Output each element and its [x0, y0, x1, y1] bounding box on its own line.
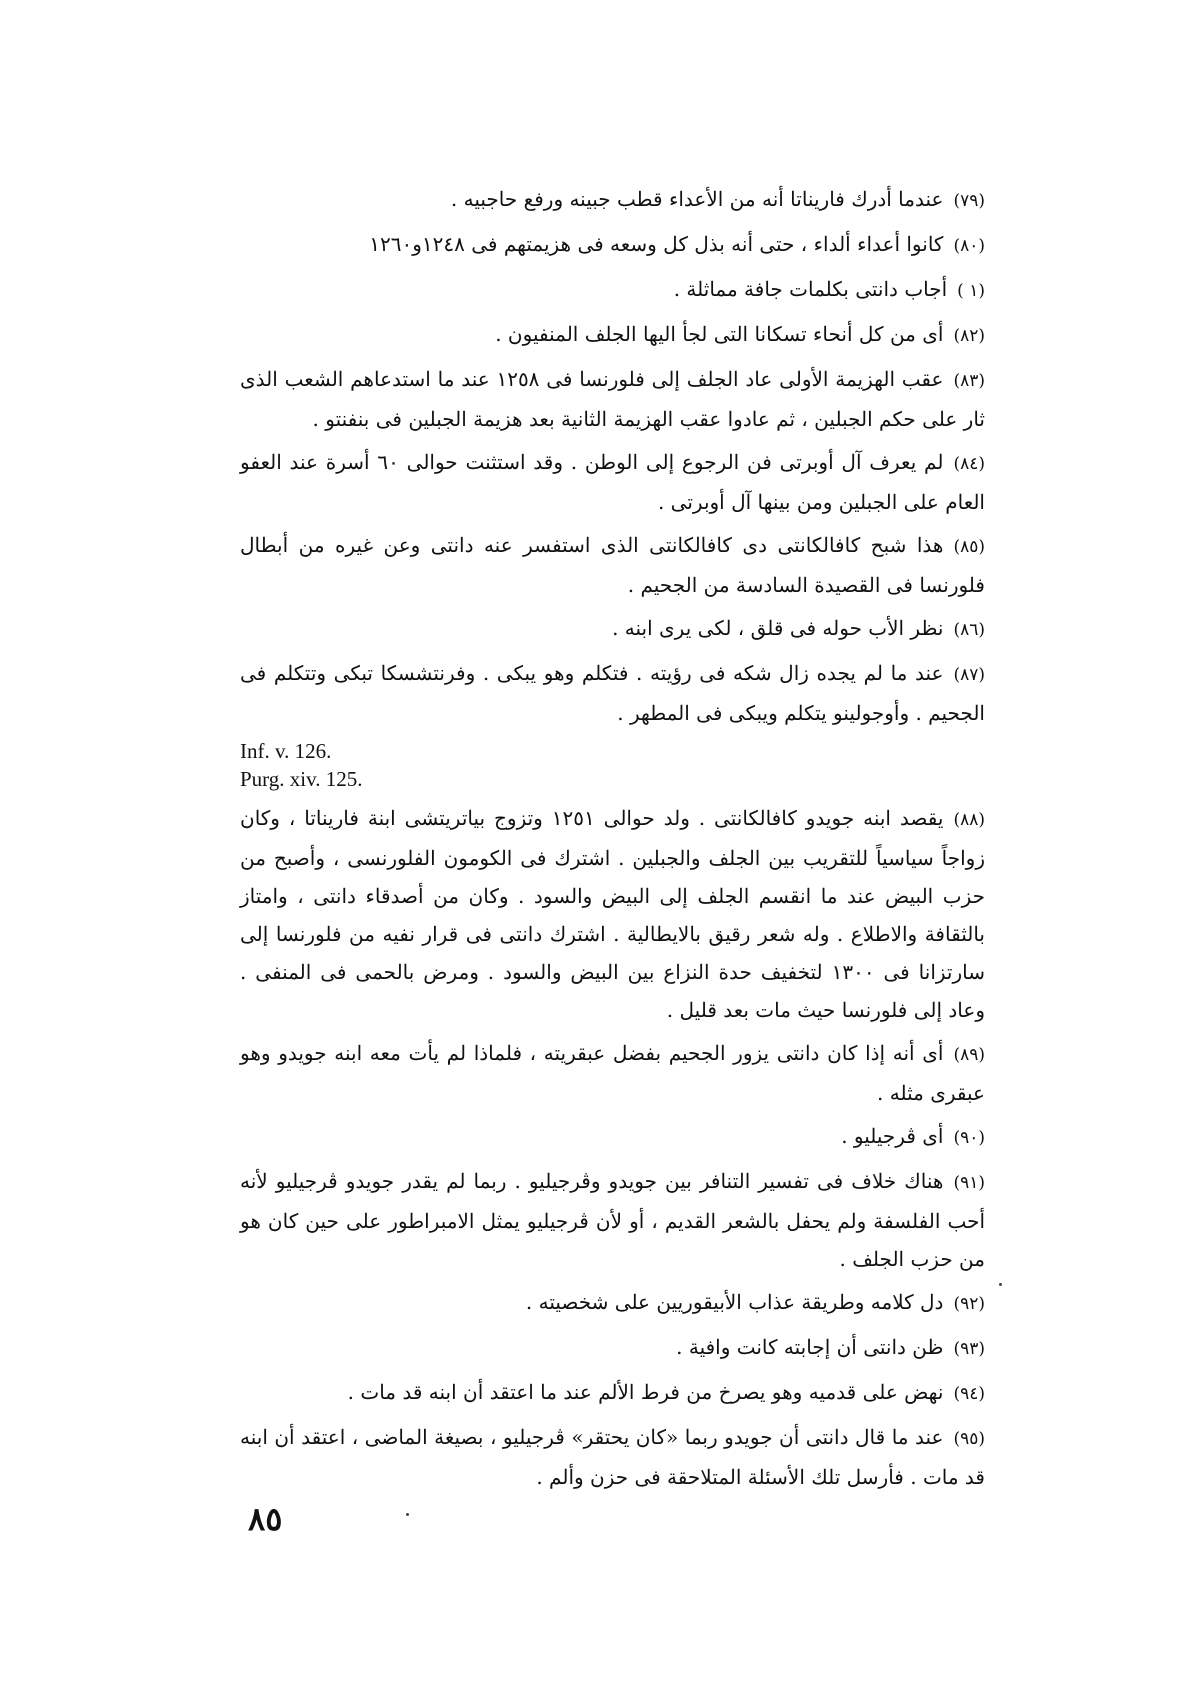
footnote-text: هذا شبح كافالكانتى دى كافالكانتى الذى استفسر عنه دانتى وعن غيره من أبطال فلورنسا فى القصيدة السادسة من الجحيم . — [240, 533, 985, 597]
footnote-number: (٨٩) — [953, 1045, 985, 1065]
footnote-number: (٨٦) — [953, 620, 985, 640]
footnote-item — [240, 654, 985, 732]
footnote-number: (٩٢) — [953, 1294, 985, 1314]
footnote-item — [240, 1117, 985, 1157]
footnote-text: هناك خلاف فى تفسير التنافر بين جويدو وڤرجيليو . ربما لم يقدر جويدو ڤرجيليو لأنه أحب الفلسفة ولم يحفل بالشعر القديم ، أو لأن ڤرجيليو يمثل الامبراطور على حين كان هو من حزب الجلف . — [240, 1169, 985, 1271]
footnote-item — [240, 526, 985, 604]
footnote-text: عندما أدرك فاريناتا أنه من الأعداء قطب جبينه ورفع حاجبيه . — [450, 187, 944, 211]
footnote-item — [240, 315, 985, 355]
footnote-number: (٨٢) — [953, 326, 985, 346]
footnote-text: نظر الأب حوله فى قلق ، لكى يرى ابنه . — [612, 616, 944, 640]
ink-speck — [406, 1513, 409, 1516]
footnote-item — [240, 1034, 985, 1112]
footnote-item — [240, 225, 985, 265]
reference-line: Inf. v. 126. — [240, 739, 332, 763]
footnote-number: (٩٣) — [953, 1339, 985, 1359]
footnote-number: (٨٠) — [953, 236, 985, 256]
footnote-text: أى من كل أنحاء تسكانا التى لجأ اليها الجلف المنفيون . — [495, 322, 944, 346]
notes-list-before — [240, 180, 985, 732]
footnote-text: أجاب دانتى بكلمات جافة مماثلة . — [673, 277, 948, 301]
footnote-text: أى ڤرجيليو . — [841, 1124, 944, 1148]
footnote-number: (٩٥) — [953, 1429, 985, 1449]
ink-speck — [999, 1283, 1002, 1286]
footnote-item — [240, 1373, 985, 1413]
footnote-item — [240, 1328, 985, 1368]
footnote-number: (٩١) — [953, 1173, 985, 1193]
footnote-text: يقصد ابنه جويدو كافالكانتى . ولد حوالى ١٢٥١ وتزوج بياتريتشى ابنة فاريناتا ، وكان زواجاً سياسياً للتقريب بين الجلف والجبلين . اشترك فى الكومون الفلورنسى ، وأصبح من حزب البيض عند ما انقسم الجلف إلى البيض والسود . وكان من أصدقاء دانتى ، وامتاز بالثقافة والاطلاع . وله شعر رقيق بالايطالية . اشترك دانتى فى قرار نفيه من فلورنسا إلى سارتزانا فى ١٣٠٠ لتخفيف حدة النزاع بين البيض والسود . ومرض بالحمى فى المنفى . وعاد إلى فلورنسا حيث مات بعد قليل . — [240, 806, 985, 1022]
footnote-number: (٩٠) — [953, 1128, 985, 1148]
footnote-item — [240, 1418, 985, 1496]
footnote-text: كانوا أعداء ألداء ، حتى أنه بذل كل وسعه فى هزيمتهم فى ١٢٤٨و١٢٦٠ — [369, 232, 944, 256]
footnote-number: (٩٤) — [953, 1384, 985, 1404]
footnote-text: لم يعرف آل أوبرتى فن الرجوع إلى الوطن . وقد استثنت حوالى ٦٠ أسرة عند العفو العام على الجبلين ومن بينها آل أوبرتى . — [240, 450, 985, 514]
reference-line: Purg. xiv. 125. — [240, 767, 363, 791]
footnote-item — [240, 180, 985, 220]
page-number: ٨٥ — [248, 1500, 283, 1538]
notes-list-after — [240, 799, 985, 1496]
footnote-number: (٨٥) — [953, 537, 985, 557]
footnote-number: (٨٣) — [953, 371, 986, 391]
reference-citations — [240, 737, 985, 793]
footnote-text: دل كلامه وطريقة عذاب الأبيقوريين على شخصيته . — [525, 1290, 944, 1314]
footnote-text: عند ما لم يجده زال شكه فى رؤيته . فتكلم وهو يبكى . وفرنتشسكا تبكى وتتكلم فى الجحيم . وأوجولينو يتكلم ويبكى فى المطهر . — [240, 661, 985, 725]
footnote-number: (٨٨) — [953, 810, 985, 830]
footnote-item — [240, 799, 985, 1029]
footnote-number: (٨٧) — [953, 665, 985, 685]
footnote-item — [240, 270, 985, 310]
footnote-item — [240, 443, 985, 521]
footnote-item — [240, 1162, 985, 1278]
footnote-text: نهض على قدميه وهو يصرخ من فرط الألم عند ما اعتقد أن ابنه قد مات . — [347, 1380, 944, 1404]
footnote-text: ظن دانتى أن إجابته كانت وافية . — [676, 1335, 944, 1359]
footnote-item — [240, 609, 985, 649]
footnote-number: (٨٤) — [953, 454, 985, 474]
footnote-item — [240, 360, 985, 438]
footnote-item — [240, 1283, 985, 1323]
footnote-text: أى أنه إذا كان دانتى يزور الجحيم بفضل عبقريته ، فلماذا لم يأت معه ابنه جويدو وهو عبقرى مثله . — [240, 1041, 985, 1105]
footnote-text: عقب الهزيمة الأولى عاد الجلف إلى فلورنسا فى ١٢٥٨ عند ما استدعاهم الشعب الذى ثار على حكم الجبلين ، ثم عادوا عقب الهزيمة الثانية بعد هزيمة الجبلين فى بنفنتو . — [240, 367, 985, 431]
footnotes-column — [240, 180, 985, 1501]
footnote-number: (١ ) — [957, 281, 985, 301]
footnote-text: عند ما قال دانتى أن جويدو ربما «كان يحتقر» ڤرجيليو ، بصيغة الماضى ، اعتقد أن ابنه قد مات . فأرسل تلك الأسئلة المتلاحقة فى حزن وألم . — [240, 1425, 985, 1489]
footnote-number: (٧٩) — [953, 191, 985, 211]
